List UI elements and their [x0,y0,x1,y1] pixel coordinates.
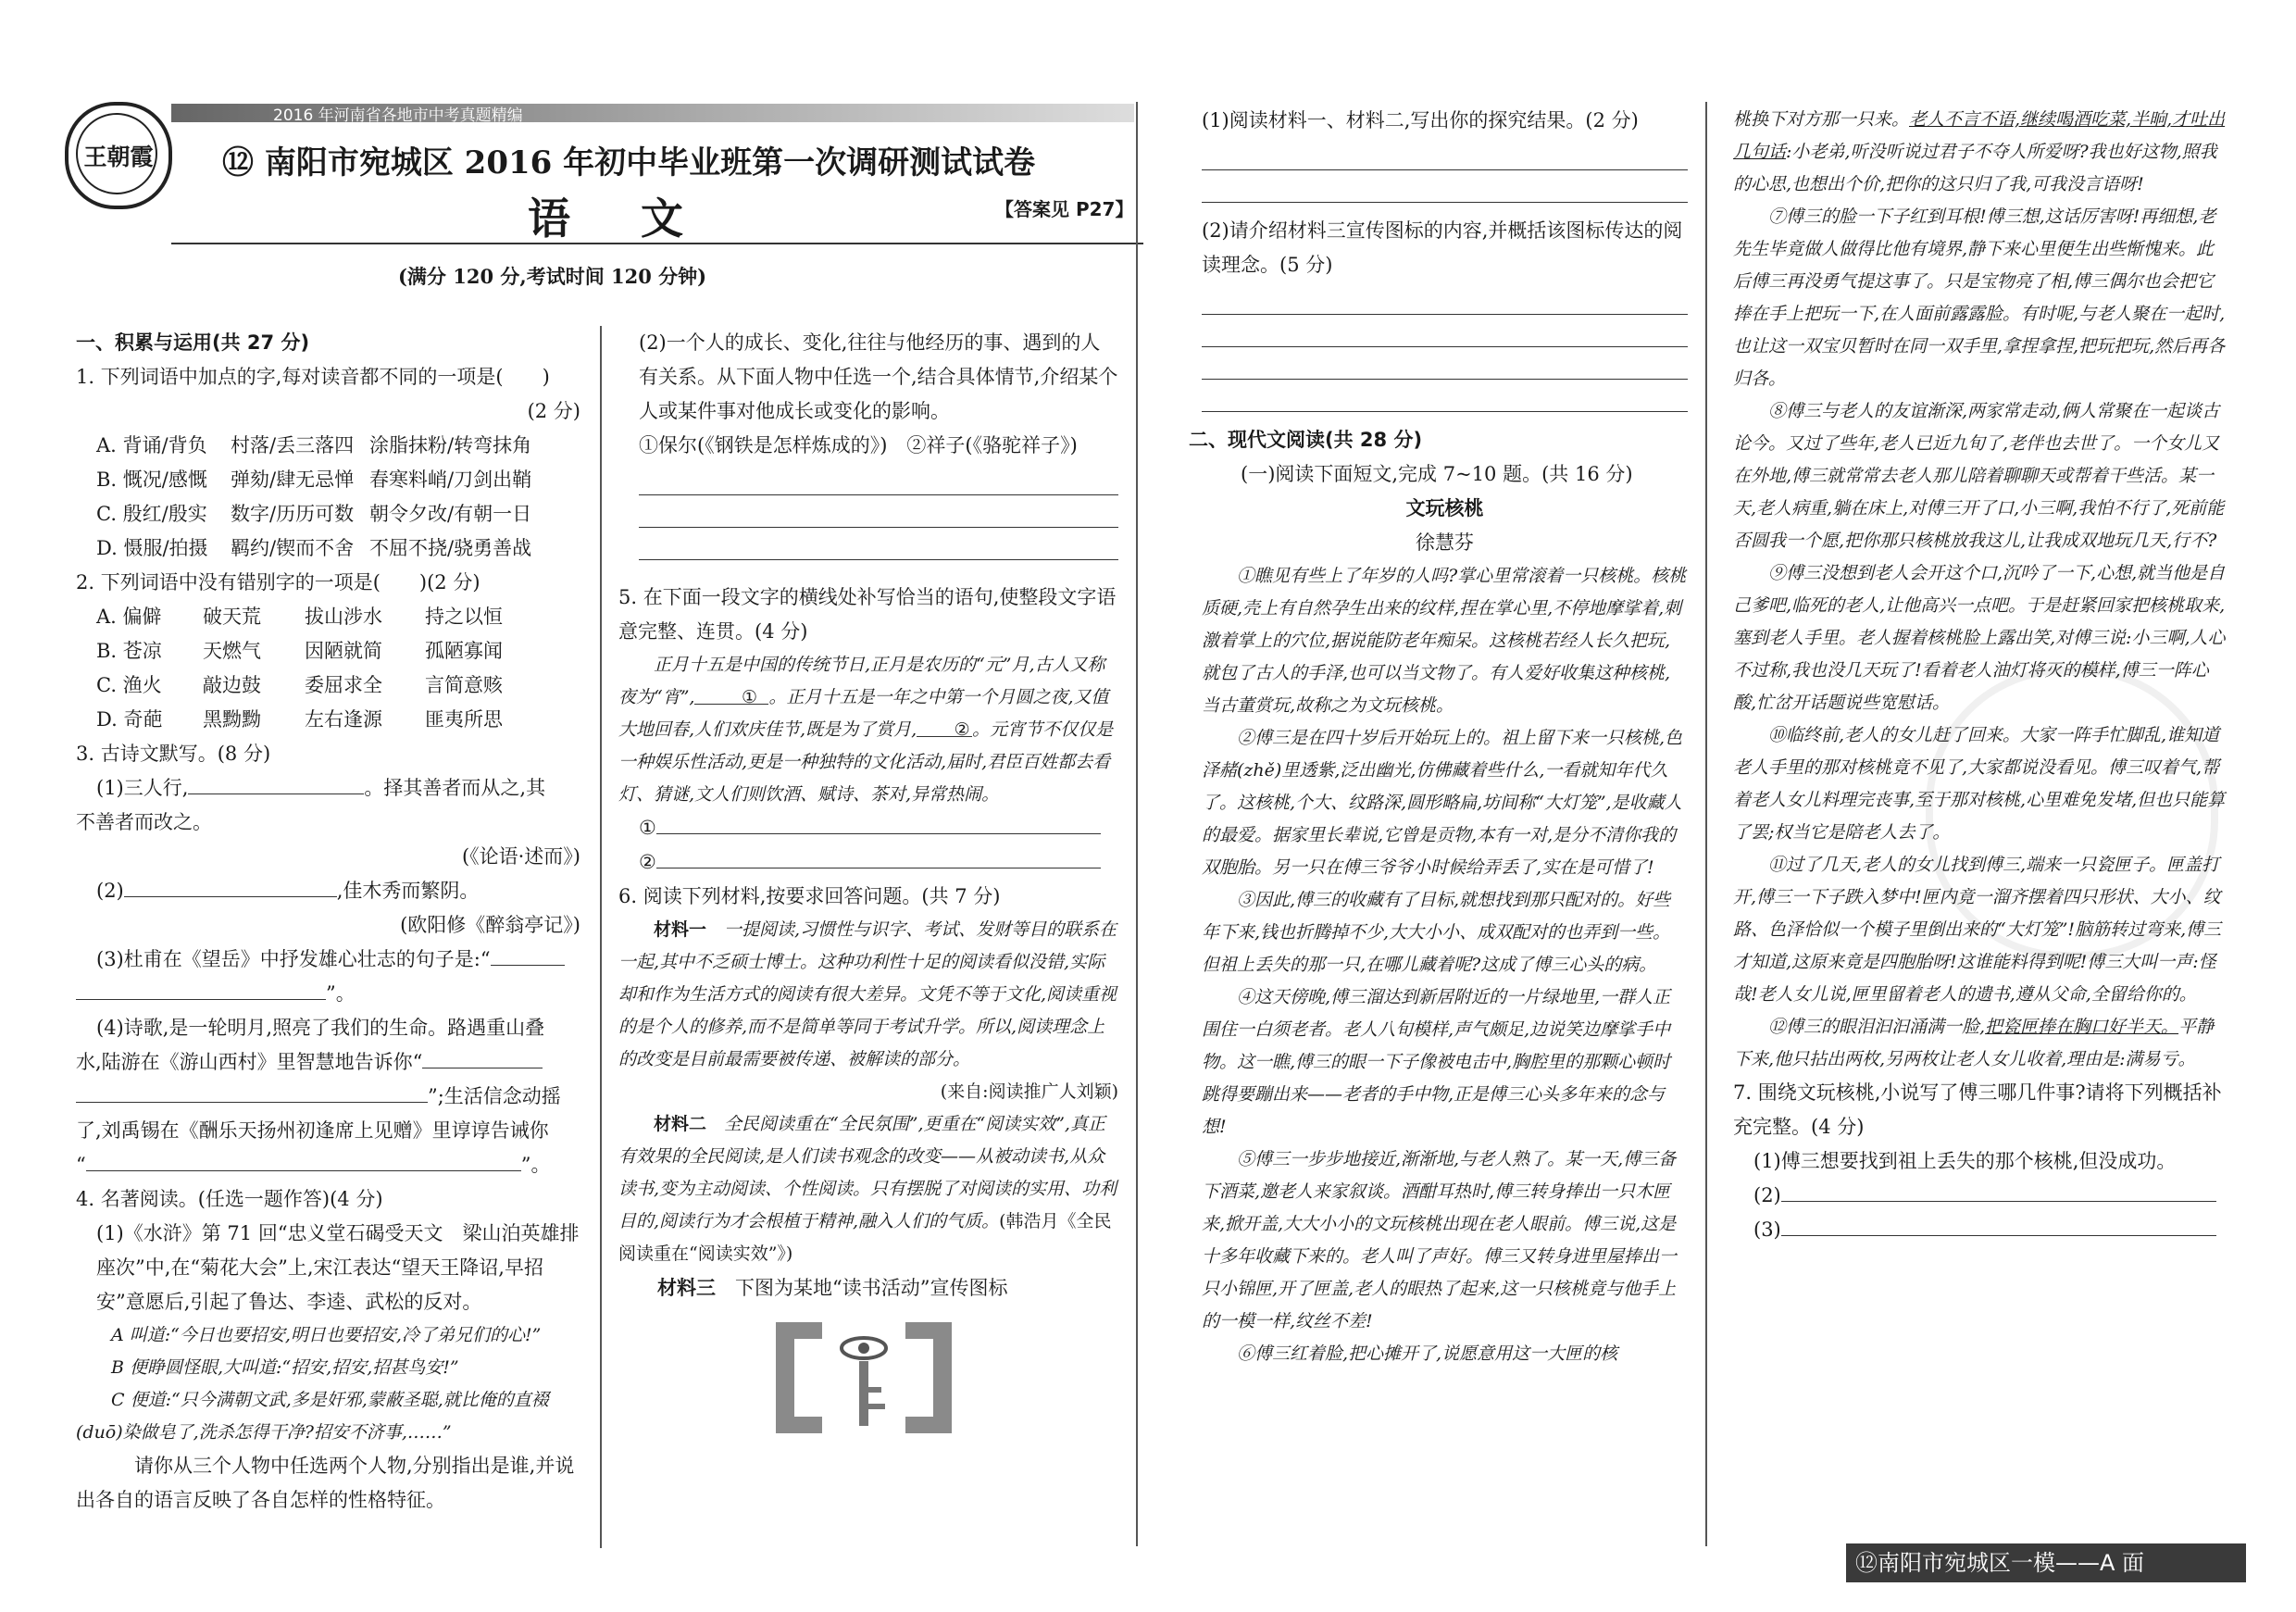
story-body-a [1202,560,1688,1370]
q4-quote-c: C 便道:“只今满朝文武,多是奸邪,蒙蔽圣聪,就比俺的直裰(duō)染做皂了,洗杀怎得干净?招安不济事,……” [76,1390,549,1443]
q1-option-d: D. 慑服/拍摄 羁约/锲而不舍 不屈不挠/骁勇善战 [96,537,532,559]
footer-badge [1846,1543,2246,1582]
answer-line[interactable] [1202,138,1688,170]
q1-option-b: B. 慨况/感慨 弹劾/肆无忌惮 春寒料峭/刀剑出鞘 [96,469,532,491]
q7-text: 7. 围绕文玩核桃,小说写了傅三哪几件事?请将下列概括补充完整。(4 分) [1733,1081,2222,1138]
q2-options [76,600,580,737]
q7-2: (2) [1733,1179,2226,1213]
exam-title-text: 南阳市宛城区 2016 年初中毕业班第一次调研测试试卷 [264,144,1036,181]
banner-bar [171,104,1134,125]
material-2: 材料二 全民阅读重在“全民氛围”,更重在“阅读实效”,真正有效果的全民阅读,是人们读书观念的改变——从被动读书,从众读书,变为主动阅读、个性阅读。只有摆脱了对阅读的实用、功利目的,阅读行为才会根植于精神,融入人们的气质。(韩浩月《全民阅读重在“阅读实效”》) [618,1114,1117,1264]
answer-line[interactable] [1202,380,1688,412]
q3-3-cont: ”。 [76,977,580,1011]
q3-1-blank[interactable] [188,771,364,794]
q3-1-source: (《论语·述而》) [461,845,580,868]
reading-emblem-icon [757,1313,970,1443]
answer-line[interactable] [1202,347,1688,380]
q4-2: (2)一个人的成长、变化,往往与他经历的事、遇到的人有关系。从下面人物中任选一个,结合具体情节,介绍某个人或某件事对他成长或变化的影响。 [639,331,1118,422]
q7-1: (1)傅三想要找到祖上丢失的那个核桃,但没成功。 [1753,1150,2177,1172]
q4-1: (1)《水浒》第 71 回“忠义堂石碣受天文 梁山泊英雄排座次”中,在“菊花大会”上,宋江表达“望天王降诏,早招安”意愿后,引起了鲁达、李逵、武松的反对。 [96,1222,580,1313]
q2-option-d: D. 奇葩 黑黝黝 左右逢源 匪夷所思 [96,708,503,731]
q2-text: 2. 下列词语中没有错别字的一项是( )(2 分) [76,571,480,594]
story-paragraph: ②傅三是在四十岁后开始玩上的。祖上留下来一只核桃,色泽赭(zhě)里透紫,泛出幽光,仿佛藏着些什么,一看就知年代久了。这核桃,个大、纹路深,圆形略扁,坊间称“大灯笼”,是收藏人的最爱。据家里长辈说,它曾是贡物,本有一对,是分不清你我的双胞胎。另一只在傅三爷爷小时候给弄丢了,实在是可惜了! [1202,728,1683,878]
section-2-heading: 二、现代文阅读(共 28 分) [1189,429,1423,451]
story-paragraph: ⑨傅三没想到老人会开这个口,沉吟了一下,心想,就当他是自己爹吧,临死的老人,让他高兴一点吧。于是赶紧回家把核桃取来,塞到老人手里。老人握着核桃脸上露出笑,对傅三说:小三啊,人心不过称,我也没几天玩了!看着老人油灯将灭的模样,傅三一阵心酸,忙岔开话题说些宽慰话。 [1733,563,2226,713]
q3-4-line3: ”;生活信念动摇 [76,1080,580,1114]
story-paragraph-6-cont: 桃换下对方那一只来。老人不言不语,继续喝酒吃菜,半晌,才吐出几句话:小老弟,听没听说过君子不夺人所爱呀?我也好这物,照我的心思,也想出个价,把你的这只归了我,可我没言语呀! [1733,109,2226,194]
q5-answer-2-line[interactable] [656,845,1101,868]
q1-option-a: A. 背诵/背负 村落/丢三落四 涂脂抹粉/转弯抹角 [96,434,532,456]
q6-2: (2)请介绍材料三宣传图标的内容,并概括该图标传达的阅读理念。(5 分) [1202,219,1683,276]
q4-quote-a: A 叫道:“今日也要招安,明日也要招安,冷了弟兄们的心!” [111,1325,542,1345]
q3-4-line5: “ ”。 [76,1148,580,1182]
q3-1: (1)三人行, 。择其善者而从之,其 [76,771,580,806]
subject-title: 语 文 [528,194,712,244]
story-paragraph: ⑦傅三的脸一下子红到耳根!傅三想,这话厉害呀!再细想,老先生毕竟做人做得比他有境界,静下来心里便生出些惭愧来。此后傅三再没勇气提这事了。只是宝物亮了相,傅三偶尔也会把它捧在手上把玩一下,在人面前露露脸。有时呢,与老人聚在一起时,也让这一双宝贝暂时在同一双手里,拿捏拿捏,把玩把玩,然后再各归各。 [1733,206,2226,389]
sub-section-1: (一)阅读下面短文,完成 7~10 题。(共 16 分) [1241,463,1633,485]
q3-3: (3)杜甫在《望岳》中抒发雄心壮志的句子是:“ [76,943,580,977]
q5-blank-2[interactable]: ② [917,714,972,737]
q3-3-blank-b[interactable] [76,977,326,1000]
q3-4-blank-a[interactable] [422,1045,543,1068]
q4-quote-b: B 便睁圆怪眼,大叫道:“招安,招安,招甚鸟安!” [111,1357,459,1378]
story-paragraph: ⑥傅三红着脸,把心摊开了,说愿意用这一大匣的核 [1237,1343,1618,1364]
q5-answer-1: ① [618,811,1118,845]
answer-line[interactable] [639,463,1118,495]
q1-options [76,429,580,566]
q2-option-c: C. 渔火 敲边鼓 委屈求全 言简意赅 [96,674,503,696]
q5-blank-1[interactable]: ① [694,681,768,705]
q6-text: 6. 阅读下列材料,按要求回答问题。(共 7 分) [618,885,1001,907]
story-paragraph: ①瞧见有些上了年岁的人吗?掌心里常滚着一只核桃。核桃质硬,壳上有自然孕生出来的纹样,捏在掌心里,不停地摩挲着,刺激着掌上的穴位,据说能防老年痴呆。这核桃若经人长久把玩,就包了古人的手泽,也可以当文物了。有人爱好收集这种核桃,当古董赏玩,故称之为文玩核桃。 [1202,566,1687,716]
answer-line[interactable] [1202,170,1688,203]
story-paragraph: ③因此,傅三的收藏有了目标,就想找到那只配对的。好些年下来,钱也折腾掉不少,大大小小、成双配对的也弄到一些。但祖上丢失的那一只,在哪儿藏着呢?这成了傅三心头的病。 [1202,890,1671,975]
exam-title [222,137,1035,182]
score-info: (满分 120 分,考试时间 120 分钟) [398,265,707,288]
logo-seal-icon [65,102,172,209]
banner-text: 2016 年河南省各地市中考真题精编 [273,106,523,125]
q3-4: (4)诗歌,是一轮明月,照亮了我们的生命。路遇重山叠 [96,1017,545,1039]
q3-2-source: (欧阳修《醉翁亭记》) [400,914,580,936]
q2-option-a: A. 偏僻 破天荒 拔山涉水 持之以恒 [96,606,503,628]
column-divider-3 [1705,102,1707,1546]
footer-text: ⑫南阳市宛城区一模——A 面 [1855,1550,2145,1576]
q5-text: 5. 在下面一段文字的横线处补写恰当的语句,使整段文字语意完整、连贯。(4 分) [618,586,1117,643]
column-1 [76,326,580,1518]
q7-2-line[interactable] [1781,1179,2216,1202]
q4-ask: 请你从三个人物中任选两个人物,分别指出是谁,并说出各自的语言反映了各自怎样的性格特征。 [76,1455,575,1511]
section-1-heading: 一、积累与运用(共 27 分) [76,331,310,354]
story-paragraph: ⑧傅三与老人的友谊渐深,两家常走动,俩人常聚在一起谈古论今。又过了些年,老人已近九旬了,老伴也去世了。一个女儿又在外地,傅三就常常去老人那儿陪着聊聊天或帮着干些活。某一天,老人病重,躺在床上,对傅三开了口,小三啊,我怕不行了,死前能否圆我一个愿,把你那只核桃放我这儿,让我成双地玩几天,行不? [1733,401,2225,551]
answer-line[interactable] [1202,282,1688,315]
q1-score: (2 分) [527,400,580,422]
story-title: 文玩核桃 [1405,497,1484,519]
q3-2-blank[interactable] [124,874,337,897]
q3-3-blank-a[interactable] [491,943,565,966]
q3-4-line2: 水,陆游在《游山西村》里智慧地告诉你“ [76,1045,580,1080]
title-rule [171,243,1143,244]
story-paragraph-12: ⑫傅三的眼泪汩汩涌满一脸,把瓷匣捧在胸口好半天。平静下来,他只拈出两枚,另两枚让老人女儿收着,理由是:满易亏。 [1733,1017,2215,1069]
column-divider-1 [600,326,602,1548]
answer-line[interactable] [639,528,1118,560]
q7-3-line[interactable] [1781,1213,2216,1236]
story-paragraph: ⑩临终前,老人的女儿赶了回来。大家一阵手忙脚乱,谁知道老人手里的那对核桃竟不见了,大家都说没看见。傅三叹着气,帮着老人女儿料理完丧事,至于那对核桃,心里难免发堵,但也只能算了罢;权当它是陪老人去了。 [1733,725,2226,843]
q3-text: 3. 古诗文默写。(8 分) [76,743,271,765]
story-paragraph: ⑤傅三一步步地接近,渐渐地,与老人熟了。某一天,傅三备下酒菜,邀老人来家叙谈。酒酣耳热时,傅三转身捧出一只木匣来,掀开盖,大大小小的文玩核桃出现在老人眼前。傅三说,这是十多年收藏下来的。老人叫了声好。傅三又转身进里屋捧出一只小锦匣,开了匣盖,老人的眼热了起来,这一只核桃竟与他手上的一模一样,纹丝不差! [1202,1149,1678,1331]
column-divider-2 [1136,102,1138,1546]
exam-number: ⑫ [222,144,254,181]
q4-text: 4. 名著阅读。(任选一题作答)(4 分) [76,1188,383,1210]
q1-option-c: C. 殷红/殷实 数字/历历可数 朝令夕改/有朝一日 [96,503,532,525]
q5-answer-2: ② [618,845,1118,880]
material-3: 材料三 下图为某地“读书活动”宣传图标 [657,1276,1008,1299]
q3-4-blank-b[interactable] [76,1080,428,1103]
story-author: 徐慧芬 [1416,531,1474,554]
watermark-seal [1926,667,2218,959]
q6-1: (1)阅读材料一、材料二,写出你的探究结果。(2 分) [1202,109,1639,131]
answer-line[interactable] [1202,315,1688,347]
answer-line[interactable] [639,495,1118,528]
logo-text: 王朝霞 [83,144,154,170]
material-1: 材料一 一提阅读,习惯性与识字、考试、发财等目的联系在一起,其中不乏硕士博士。这种功利性十足的阅读看似没错,实际却和作为生活方式的阅读有很大差异。文凭不等于文化,阅读重视的是个人的修养,而不是简单等同于考试升学。所以,阅读理念上的改变是目前最需要被传递、被解读的部分。 (来自:阅读推广人刘颖) [618,919,1118,1102]
story-paragraph: ⑪过了几天,老人的女儿找到傅三,端来一只瓷匣子。匣盖打开,傅三一下子跌入梦中!匣内竟一溜齐摆着四只形状、大小、纹路、色泽恰似一个模子里倒出来的“大灯笼”!脑筋转过弯来,傅三才知道,这原来竟是四胞胎呀!这谁能料得到呢!傅三大叫一声:怪哉!老人女儿说,匣里留着老人的遗书,遵从父命,全留给你的。 [1733,855,2222,1005]
q7-3: (3) [1733,1213,2226,1247]
q5-passage: 正月十五是中国的传统节日,正月是农历的“元”月,古人又称夜为“宵”, ① 。正月十五是一年之中第一个月圆之夜,又值大地回春,人们欢庆佳节,既是为了赏月, ② 。元宵节不仅仅是一种娱乐性活动,更是一种独特的文化活动,届时,君臣百姓都去看灯、猜谜,文人们则饮酒、赋诗、茶对,异常热闹。 [618,655,1114,805]
q5-answer-1-line[interactable] [656,811,1101,834]
column-4 [1733,104,2226,1247]
q1-text: 1. 下列词语中加点的字,每对读音都不同的一项是( ) [76,366,550,388]
q3-4-blank-c[interactable] [86,1148,521,1171]
q3-1-cont: 不善者而改之。 [76,811,212,833]
answer-ref: 【答案见 P27】 [995,198,1134,220]
q3-4-line4: 了,刘禹锡在《酬乐天扬州初逢席上见赠》里谆谆告诫你 [76,1119,549,1142]
column-3 [1189,104,1688,1370]
story-paragraph: ④这天傍晚,傅三溜达到新居附近的一片绿地里,一群人正围住一白须老者。老人八旬模样,声气颇足,边说笑边摩挲手中物。这一瞧,傅三的眼一下子像被电击中,胸腔里的那颗心顿时跳得要蹦出来——老者的手中物,正是傅三心头多年来的念与想! [1202,987,1671,1137]
q2-option-b: B. 苍凉 天燃气 因陋就简 孤陋寡闻 [96,640,503,662]
column-2 [618,326,1118,1443]
q4-2-options: ①保尔(《钢铁是怎样炼成的》) ②祥子(《骆驼祥子》) [639,434,1078,456]
header [65,93,1134,259]
q3-2: (2) ,佳木秀而繁阴。 [76,874,580,908]
